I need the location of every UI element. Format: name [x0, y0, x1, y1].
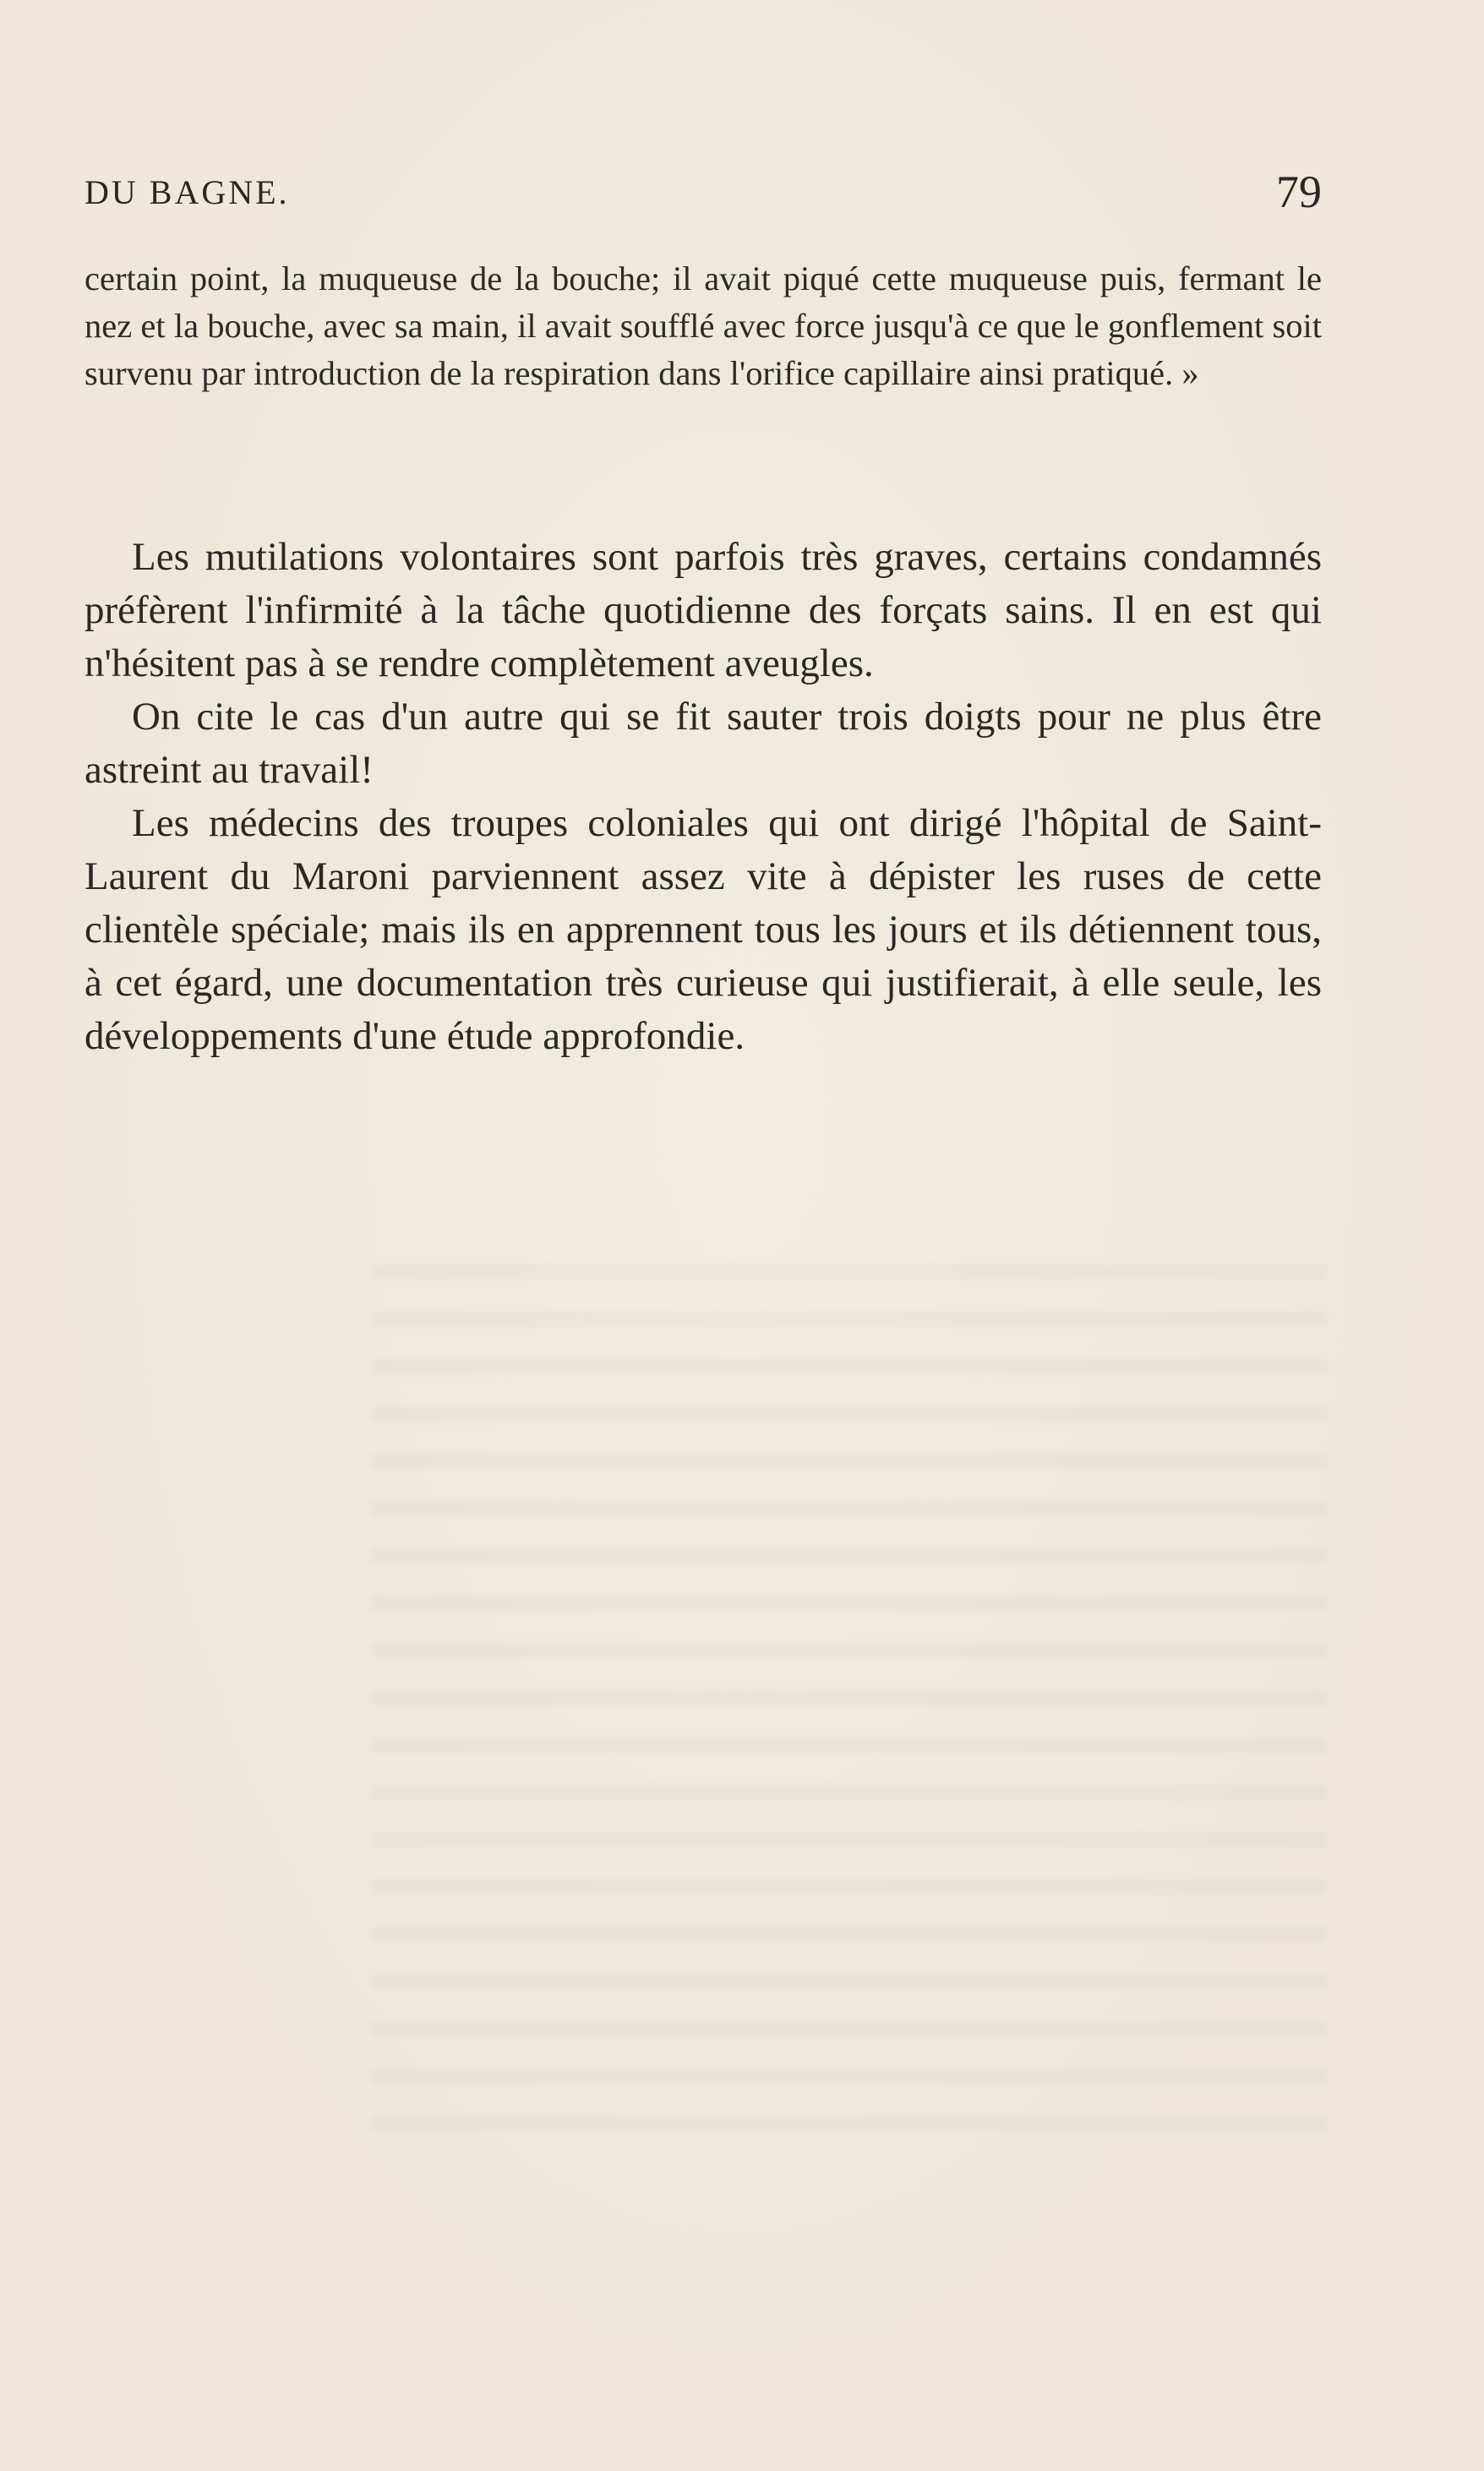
- quoted-paragraph: certain point, la muqueuse de la bouche; il avait piqué cette muqueuse puis, fermant le nez et la bouche, avec sa main, il avait soufflé avec force jusqu'à ce que le gonflement soit survenu par introduction de la respiration dans l'orifice capillaire ainsi pratiqué. »: [85, 259, 1322, 392]
- paragraph-medecins: Les médecins des troupes coloniales qui ont dirigé l'hôpital de Saint-Laurent du Maroni parviennent assez vite à dépister les ruses de cette clientèle spéciale; mais ils en apprennent tous les jours et ils détiennent tous, à cet égard, une documentation très curieuse qui justifierait, à elle seule, les développements d'une étude approfondie.: [85, 801, 1322, 1058]
- verso-bleed-through: [372, 1242, 1327, 2155]
- quoted-passage: [85, 255, 1322, 397]
- running-title: DU BAGNE.: [85, 173, 290, 211]
- paragraph-mutilations: Les mutilations volontaires sont parfois très graves, certains condamnés préfèrent l'infirmité à la tâche quotidienne des forçats sains. Il en est qui n'hésitent pas à se rendre complètement aveugles.: [85, 535, 1322, 685]
- body-text: [85, 531, 1322, 1063]
- running-head: [85, 166, 1322, 225]
- paragraph-doigts: On cite le cas d'un autre qui se fit sauter trois doigts pour ne plus être astreint au travail!: [85, 695, 1322, 792]
- page-number: 79: [1276, 166, 1322, 217]
